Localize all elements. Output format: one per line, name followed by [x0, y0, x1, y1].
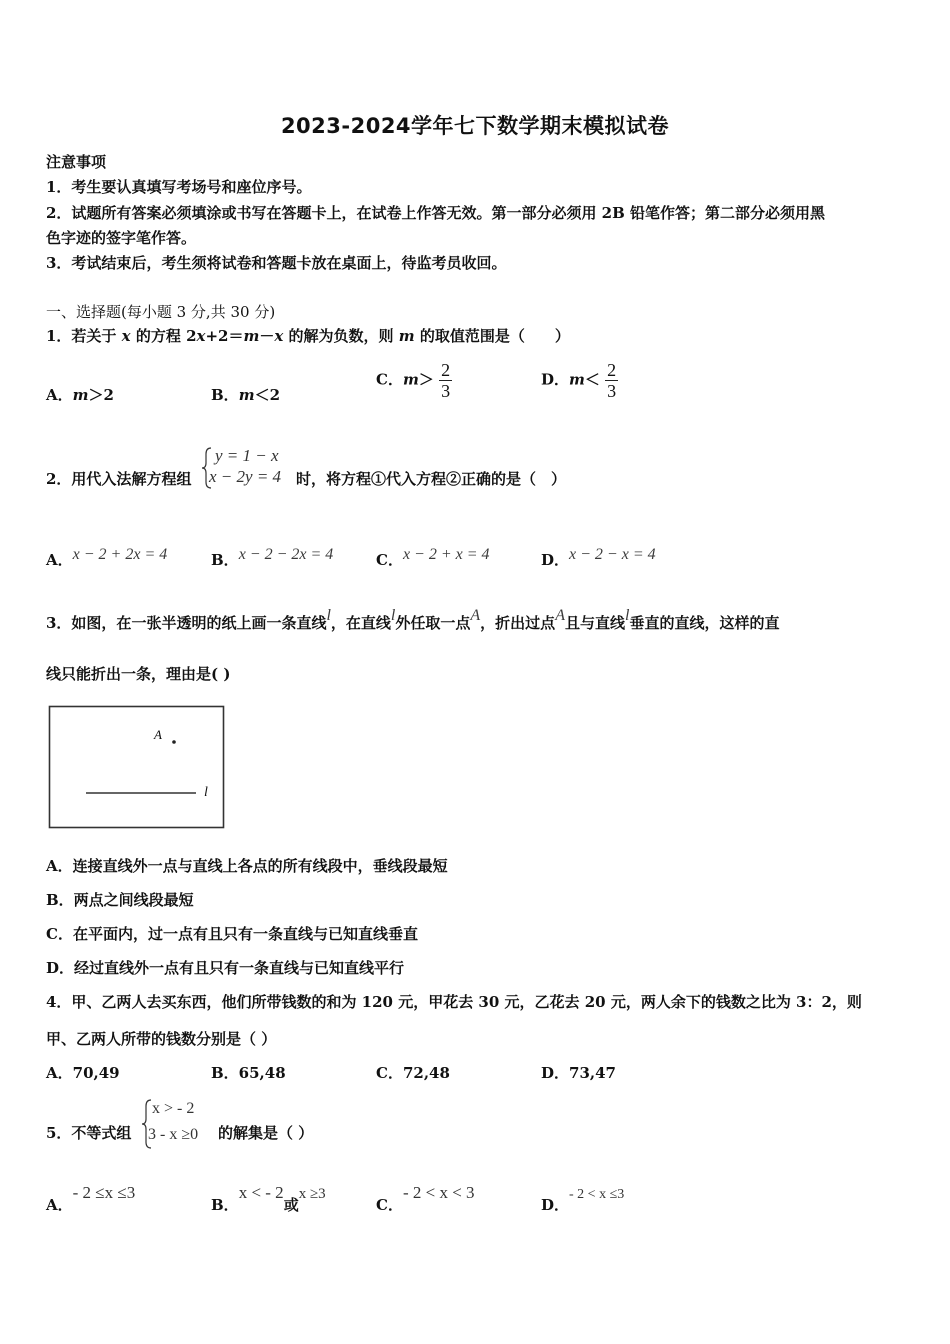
question-2-post: 时，将方程①代入方程②正确的是（ ）: [296, 470, 567, 488]
equation-system: [201, 446, 296, 490]
q5-option-b[interactable]: B．x < - 2或x ≥3: [211, 1183, 326, 1214]
notice-item: 色字迹的签字笔作答。: [46, 229, 197, 247]
question-5-post: 的解集是（ ）: [218, 1124, 314, 1142]
q3-option-b[interactable]: B．两点之间线段最短: [46, 891, 194, 909]
fraction: $\frac{2}{3}$: [607, 360, 617, 401]
question-1-stem: 1．若关于 x 的方程 2x+2＝m－x 的解为负数，则 m 的取值范围是（ ）: [46, 327, 570, 345]
question-4-stem-line2: 甲、乙两人所带的钱数分别是（ ）: [46, 1030, 277, 1048]
notice-item: 2．试题所有答案必须填涂或书写在答题卡上，在试卷上作答无效。第一部分必须用 2B 铅笔作答；第二部分必须用黑: [46, 204, 826, 222]
notice-item: 1．考生要认真填写考场号和座位序号。: [46, 178, 312, 196]
q2-option-b[interactable]: B．x − 2 − 2x = 4: [211, 546, 334, 569]
inequality-system: [141, 1098, 219, 1150]
question-5-pre: 5．不等式组: [46, 1124, 132, 1142]
q1-option-c[interactable]: C．m＞ $\frac{2}{3}$: [376, 360, 451, 401]
section-heading: 一、选择题(每小题 3 分,共 30 分): [46, 303, 276, 321]
question-4-stem: 4．甲、乙两人去买东西，他们所带钱数的和为 120 元，甲花去 30 元，乙花去 20 元，两人余下的钱数之比为 3：2，则: [46, 993, 862, 1011]
line-label: l: [204, 785, 208, 800]
q5-option-d[interactable]: D．- 2 < x ≤3: [541, 1187, 625, 1214]
q1-option-a[interactable]: A．m＞2: [46, 386, 114, 404]
paper-figure: [48, 705, 225, 829]
q2-option-a[interactable]: A．x − 2 + 2x = 4: [46, 546, 168, 569]
q3-option-c[interactable]: C．在平面内，过一点有且只有一条直线与已知直线垂直: [46, 925, 418, 943]
q2-option-d[interactable]: D．x − 2 − x = 4: [541, 546, 656, 569]
q4-option-b[interactable]: B．65,48: [211, 1064, 286, 1082]
q5-option-c[interactable]: C．- 2 < x < 3: [376, 1183, 475, 1214]
inequality-2: 3 - x ≥0: [148, 1126, 199, 1143]
q4-option-d[interactable]: D．73,47: [541, 1064, 616, 1082]
question-2-pre: 2．用代入法解方程组: [46, 470, 192, 488]
q2-option-c[interactable]: C．x − 2 + x = 4: [376, 546, 490, 569]
equation-2: x − 2y = 4: [209, 467, 282, 486]
notice-heading: 注意事项: [46, 153, 107, 171]
q4-option-c[interactable]: C．72,48: [376, 1064, 450, 1082]
q4-option-a[interactable]: A．70,49: [46, 1064, 120, 1082]
q3-option-d[interactable]: D．经过直线外一点有且只有一条直线与已知直线平行: [46, 959, 405, 977]
notice-item: 3．考试结束后，考生须将试卷和答题卡放在桌面上，待监考员收回。: [46, 254, 507, 272]
point-label: A: [154, 727, 162, 742]
q1-option-d[interactable]: D．m＜ $\frac{2}{3}$: [541, 360, 617, 401]
q1-option-b[interactable]: B．m＜2: [211, 386, 280, 404]
q3-option-a[interactable]: A．连接直线外一点与直线上各点的所有线段中，垂线段最短: [46, 857, 448, 875]
inequality-1: x > - 2: [152, 1100, 195, 1117]
q5-option-a[interactable]: A．- 2 ≤x ≤3: [46, 1183, 136, 1214]
equation-1: y = 1 − x: [215, 446, 279, 465]
question-3-stem-line2: 线只能折出一条，理由是( ): [46, 665, 231, 683]
question-3-stem: 3．如图，在一张半透明的纸上画一条直线l，在直线l外任取一点A，折出过点A且与直线l垂直的直线，这样的直: [46, 607, 780, 632]
fraction: $\frac{2}{3}$: [441, 360, 451, 401]
page-title: 2023-2024学年七下数学期末模拟试卷: [280, 114, 670, 138]
